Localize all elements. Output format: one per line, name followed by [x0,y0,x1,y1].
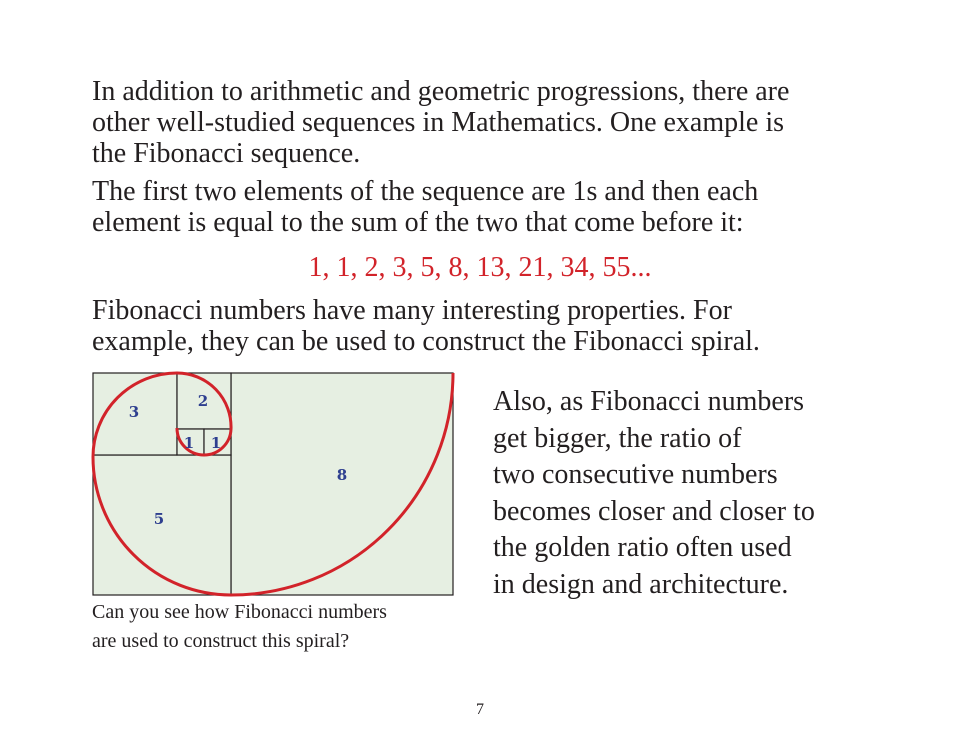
fibonacci-spiral-figure [91,370,457,598]
page-number: 7 [476,701,484,718]
caption-line: are used to construct this spiral? [92,630,350,652]
rule-line: element is equal to the sum of the two that come before it: [92,207,744,238]
label-1-right: 1 [210,434,222,452]
figure-caption [92,598,387,656]
squares [93,373,453,595]
side-line: two consecutive numbers [493,459,778,490]
label-8: 8 [336,466,348,484]
side-line: the golden ratio often used [493,532,792,563]
intro-line: other well-studied sequences in Mathematics. One example is [92,107,785,138]
label-1-left: 1 [183,434,195,452]
properties-paragraph [92,295,760,357]
side-line: in design and architecture. [493,568,789,600]
properties-line: Fibonacci numbers have many interesting properties. For [92,295,732,326]
properties-line: example, they can be used to construct the Fibonacci spiral. [92,326,760,357]
rule-paragraph [92,176,758,238]
golden-ratio-paragraph [493,384,815,603]
intro-line: the Fibonacci sequence. [92,138,361,169]
label-3: 3 [128,403,140,421]
intro-line: In addition to arithmetic and geometric progressions, there are [92,76,790,107]
square-8 [231,373,453,595]
rule-line: The first two elements of the sequence are 1s and then each [92,176,759,207]
side-line: becomes closer and closer to [493,495,815,527]
side-line: Also, as Fibonacci numbers [493,386,805,417]
label-2: 2 [197,392,209,410]
caption-line: Can you see how Fibonacci numbers [92,601,387,623]
label-5: 5 [153,510,165,528]
fibonacci-sequence: 1, 1, 2, 3, 5, 8, 13, 21, 34, 55... [308,252,652,283]
side-line: get bigger, the ratio of [493,422,742,454]
intro-paragraph [92,76,789,169]
